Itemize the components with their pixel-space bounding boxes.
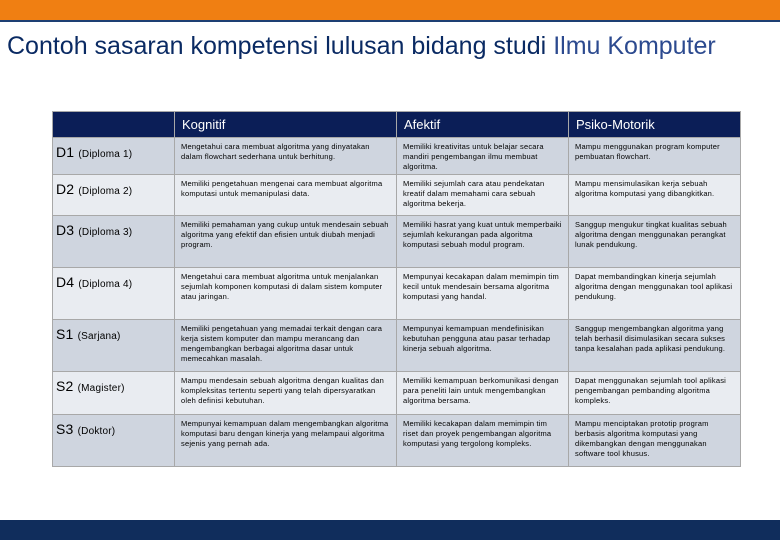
table-row [53, 415, 741, 467]
slide-title [7, 31, 767, 62]
level-code: S2 [56, 378, 74, 394]
table-header-row [53, 112, 741, 138]
afektif-cell: Mempunyai kecakapan dalam memimpin tim kecil untuk mendesain bersama algoritma komputasi yang handal. [397, 268, 569, 320]
header-psiko-motorik: Psiko-Motorik [569, 112, 741, 138]
level-code: S1 [56, 326, 74, 342]
kognitif-cell: Mengetahui cara membuat algoritma yang dinyatakan dalam flowchart sederhana untuk berhitung. [175, 138, 397, 175]
psikomotorik-cell: Mampu menggunakan program komputer pembuatan flowchart. [569, 138, 741, 175]
level-name: (Diploma 1) [78, 149, 133, 160]
level-code: S3 [56, 421, 74, 437]
top-divider-line [0, 20, 780, 22]
competency-table [52, 111, 741, 467]
table-row [53, 268, 741, 320]
level-code: D2 [56, 181, 75, 197]
level-cell [53, 320, 175, 372]
afektif-cell: Memiliki kemampuan berkomunikasi dengan para peneliti lain untuk mengembangkan algoritma bersama. [397, 372, 569, 415]
psikomotorik-cell: Dapat menggunakan sejumlah tool aplikasi pengembangan pembanding algoritma kompleks. [569, 372, 741, 415]
kognitif-cell: Memiliki pengetahuan mengenai cara membuat algoritma komputasi untuk memanipulasi data. [175, 175, 397, 216]
kognitif-cell: Memiliki pengetahuan yang memadai terkait dengan cara kerja sistem komputer dan mampu merancang dan mengembangkan berbagai algoritma dasar untuk memecahkan masalah. [175, 320, 397, 372]
level-cell [53, 175, 175, 216]
level-name: (Diploma 2) [78, 186, 133, 197]
afektif-cell: Memiliki kreativitas untuk belajar secara mandiri pengembangan ilmu membuat algoritma. [397, 138, 569, 175]
level-cell [53, 216, 175, 268]
level-name: (Doktor) [77, 426, 116, 437]
header-kognitif: Kognitif [175, 112, 397, 138]
level-cell [53, 415, 175, 467]
kognitif-cell: Mempunyai kemampuan dalam mengembangkan algoritma komputasi baru dengan kinerja yang melampaui algoritma sejenis yang pernah ada. [175, 415, 397, 467]
psikomotorik-cell: Sanggup mengembangkan algoritma yang telah berhasil disimulasikan secara sukses tanpa kesalahan pada aplikasi pendukung. [569, 320, 741, 372]
level-cell [53, 268, 175, 320]
level-cell [53, 138, 175, 175]
psikomotorik-cell: Sanggup mengukur tingkat kualitas sebuah algoritma dengan menggunakan perangkat lunak pendukung. [569, 216, 741, 268]
level-code: D4 [56, 274, 75, 290]
kognitif-cell: Mengetahui cara membuat algoritma untuk menjalankan sejumlah komponen komputasi di dalam sistem komputer atau jaringan. [175, 268, 397, 320]
table-row [53, 138, 741, 175]
level-cell [53, 372, 175, 415]
title-accent: Ilmu Komputer [553, 32, 716, 60]
psikomotorik-cell: Mampu mensimulasikan kerja sebuah algoritma komputasi yang dibangkitkan. [569, 175, 741, 216]
table-row [53, 320, 741, 372]
level-name: (Diploma 3) [78, 227, 133, 238]
level-name: (Diploma 4) [78, 279, 133, 290]
psikomotorik-cell: Mampu menciptakan prototip program berbasis algoritma komputasi yang dikembangkan dengan menggunakan software tool khusus. [569, 415, 741, 467]
title-main: Contoh sasaran kompetensi lulusan bidang studi [7, 32, 554, 60]
kognitif-cell: Memiliki pemahaman yang cukup untuk mendesain sebuah algoritma yang efektif dan efisien untuk diubah menjadi program. [175, 216, 397, 268]
level-code: D1 [56, 144, 75, 160]
afektif-cell: Memiliki kecakapan dalam memimpin tim riset dan proyek pengembangan algoritma komputasi yang tergolong kompleks. [397, 415, 569, 467]
afektif-cell: Memiliki sejumlah cara atau pendekatan kreatif dalam memahami cara sebuah algoritma bekerja. [397, 175, 569, 216]
afektif-cell: Mempunyai kemampuan mendefinisikan kebutuhan pengguna atau pasar terhadap kinerja sebuah algoritma. [397, 320, 569, 372]
kognitif-cell: Mampu mendesain sebuah algoritma dengan kualitas dan kompleksitas tertentu seperti yang telah dipersyaratkan oleh definisi kebutuhan. [175, 372, 397, 415]
table-row [53, 175, 741, 216]
table-row [53, 216, 741, 268]
table-row [53, 372, 741, 415]
afektif-cell: Memiliki hasrat yang kuat untuk memperbaiki sejumlah kekurangan pada algoritma komputasi sebuah modul program. [397, 216, 569, 268]
header-afektif: Afektif [397, 112, 569, 138]
level-code: D3 [56, 222, 75, 238]
top-accent-bar [0, 0, 780, 20]
header-corner-cell [53, 112, 175, 138]
bottom-footer-bar [0, 520, 780, 540]
level-name: (Sarjana) [77, 331, 121, 342]
psikomotorik-cell: Dapat membandingkan kinerja sejumlah algoritma dengan menggunakan tool aplikasi pendukung. [569, 268, 741, 320]
level-name: (Magister) [77, 383, 125, 394]
